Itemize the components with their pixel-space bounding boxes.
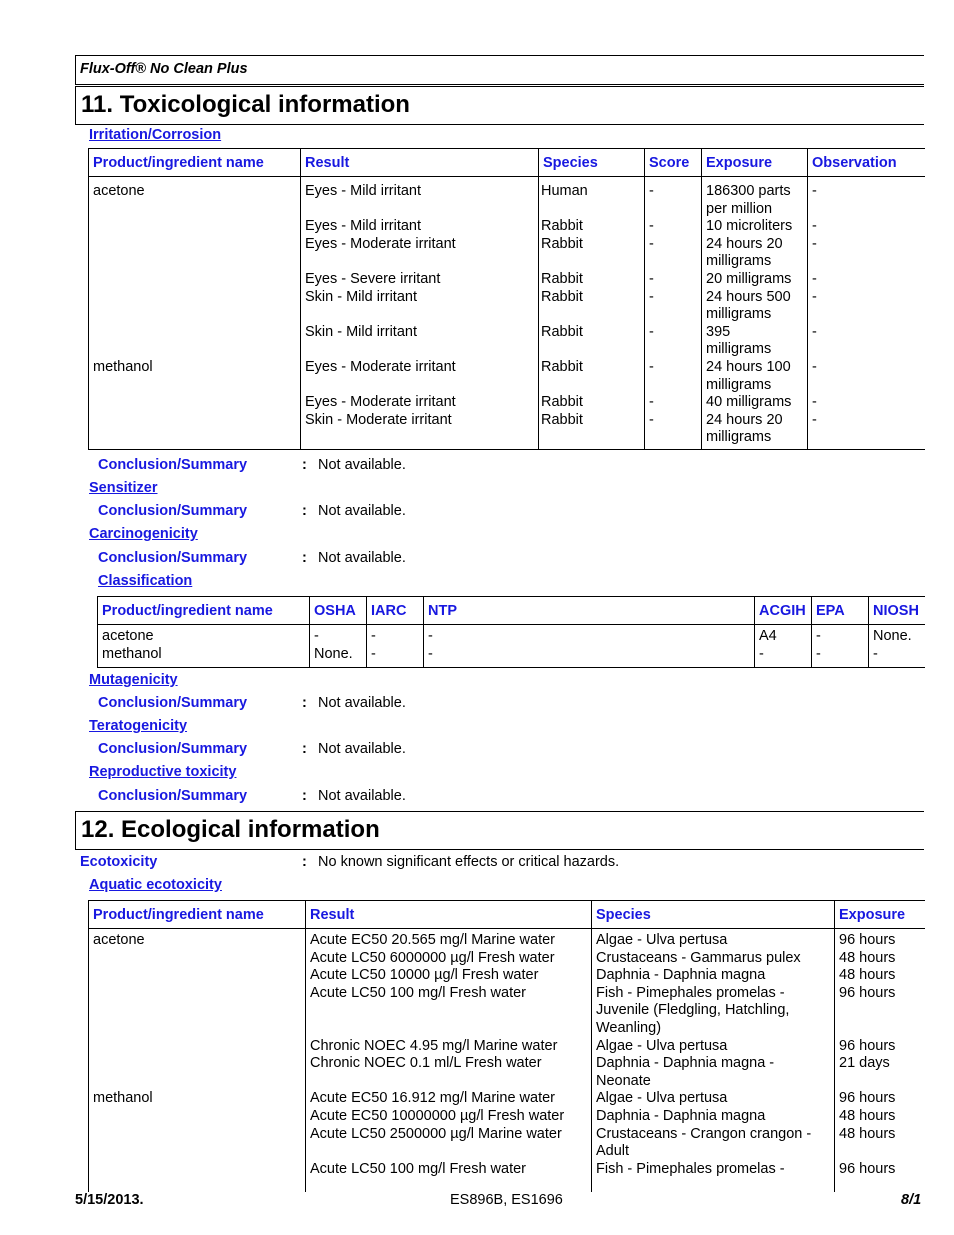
- column-header: EPA: [812, 597, 869, 625]
- iarc-values: - -: [367, 625, 424, 668]
- column-header: Species: [592, 901, 835, 929]
- column-header: Product/ingredient name: [89, 149, 301, 177]
- irritation-table: [88, 148, 925, 450]
- epa-values: - -: [812, 625, 869, 668]
- ntp-values: - -: [424, 625, 755, 668]
- conclusion-label: Conclusion/Summary: [98, 457, 248, 473]
- table-row: [89, 177, 925, 450]
- ingredient-names: acetone methanol: [98, 625, 310, 668]
- column-header: Product/ingredient name: [89, 901, 306, 929]
- conclusion-label: Conclusion/Summary: [98, 550, 248, 566]
- table-header-row: [98, 597, 925, 625]
- score-values: - - - - - - - - -: [645, 177, 702, 450]
- aquatic-ecotoxicity-heading: Aquatic ecotoxicity: [89, 877, 222, 893]
- colon: :: [302, 741, 307, 757]
- column-header: NTP: [424, 597, 755, 625]
- footer-date: 5/15/2013.: [75, 1192, 144, 1208]
- column-header: Observation: [808, 149, 925, 177]
- species-values: Human Rabbit Rabbit Rabbit Rabbit Rabbit Rabbit Rabbit Rabbit: [539, 177, 645, 450]
- table-header-row: [89, 901, 925, 929]
- conclusion-value: Not available.: [318, 503, 406, 519]
- osha-values: - None.: [310, 625, 367, 668]
- column-header: ACGIH: [755, 597, 812, 625]
- exposure-values: 96 hours 48 hours 48 hours 96 hours 96 hours 21 days 96 hours 48 hours 48 hours 96 hours: [835, 929, 925, 1193]
- footer-page-number: 8/1: [901, 1192, 922, 1208]
- document-header: [75, 55, 924, 85]
- column-header: IARC: [367, 597, 424, 625]
- product-name: Flux-Off® No Clean Plus: [80, 61, 248, 77]
- colon: :: [302, 503, 307, 519]
- conclusion-value: Not available.: [318, 457, 406, 473]
- column-header: OSHA: [310, 597, 367, 625]
- exposure-values: 186300 parts per million 10 microliters 24 hours 20 milligrams 20 milligrams 24 hours 500 milligrams 395 milligrams 24 hours 100 milligrams 40 milligrams 24 hours 20 milligrams: [702, 177, 808, 450]
- carcinogenicity-heading: Carcinogenicity: [89, 526, 198, 542]
- column-header: Exposure: [835, 901, 925, 929]
- teratogenicity-heading: Teratogenicity: [89, 718, 188, 734]
- conclusion-value: Not available.: [318, 741, 406, 757]
- observation-values: - - - - - - - - -: [808, 177, 925, 450]
- column-header: NIOSH: [869, 597, 925, 625]
- colon: :: [302, 695, 307, 711]
- footer-codes: ES896B, ES1696: [450, 1192, 563, 1208]
- section-12-title: 12. Ecological information: [75, 811, 924, 850]
- aquatic-table: [88, 900, 925, 1192]
- classification-heading: Classification: [98, 573, 193, 589]
- conclusion-label: Conclusion/Summary: [98, 695, 248, 711]
- sensitizer-heading: Sensitizer: [89, 480, 158, 496]
- column-header: Product/ingredient name: [98, 597, 310, 625]
- table-row: [98, 625, 925, 668]
- column-header: Score: [645, 149, 702, 177]
- colon: :: [302, 457, 307, 473]
- column-header: Result: [306, 901, 592, 929]
- column-header: Species: [539, 149, 645, 177]
- mutagenicity-heading: Mutagenicity: [89, 672, 178, 688]
- column-header: Exposure: [702, 149, 808, 177]
- ecotoxicity-value: No known significant effects or critical hazards.: [318, 854, 620, 870]
- reproductive-toxicity-heading: Reproductive toxicity: [89, 764, 237, 780]
- table-header-row: [89, 149, 925, 177]
- colon: :: [302, 550, 307, 566]
- conclusion-label: Conclusion/Summary: [98, 503, 248, 519]
- irritation-heading: Irritation/Corrosion: [89, 127, 222, 143]
- species-values: Algae - Ulva pertusa Crustaceans - Gammarus pulex Daphnia - Daphnia magna Fish - Pimephales promelas - Juvenile (Fledgling, Hatchling, Weanling) Algae - Ulva pertusa Daphnia - Daphnia magna - Neonate Algae - Ulva pertusa Daphnia - Daphnia magna Crustaceans - Crangon crangon - Adult Fish - Pimephales promelas -: [592, 929, 835, 1193]
- section-11-title: 11. Toxicological information: [75, 86, 924, 125]
- result-values: Acute EC50 20.565 mg/l Marine water Acute LC50 6000000 µg/l Fresh water Acute LC50 10000 µg/l Fresh water Acute LC50 100 mg/l Fresh water Chronic NOEC 4.95 mg/l Marine water Chronic NOEC 0.1 ml/L Fresh water Acute EC50 16.912 mg/l Marine water Acute EC50 10000000 µg/l Fresh water Acute LC50 2500000 µg/l Marine water Acute LC50 100 mg/l Fresh water: [306, 929, 592, 1193]
- colon: :: [302, 788, 307, 804]
- column-header: Result: [301, 149, 539, 177]
- conclusion-value: Not available.: [318, 695, 406, 711]
- conclusion-value: Not available.: [318, 550, 406, 566]
- classification-table: [97, 596, 925, 668]
- result-values: Eyes - Mild irritant Eyes - Mild irritant Eyes - Moderate irritant Eyes - Severe irritant Skin - Mild irritant Skin - Mild irritant Eyes - Moderate irritant Eyes - Moderate irritant Skin - Moderate irritant: [301, 177, 539, 450]
- acgih-values: A4 -: [755, 625, 812, 668]
- conclusion-label: Conclusion/Summary: [98, 741, 248, 757]
- ecotoxicity-label: Ecotoxicity: [80, 854, 158, 870]
- table-row: [89, 929, 925, 1193]
- niosh-values: None. -: [869, 625, 925, 668]
- ingredient-names: acetone methanol: [89, 177, 301, 450]
- conclusion-value: Not available.: [318, 788, 406, 804]
- colon: :: [302, 854, 307, 870]
- conclusion-label: Conclusion/Summary: [98, 788, 248, 804]
- ingredient-names: acetone methanol: [89, 929, 306, 1193]
